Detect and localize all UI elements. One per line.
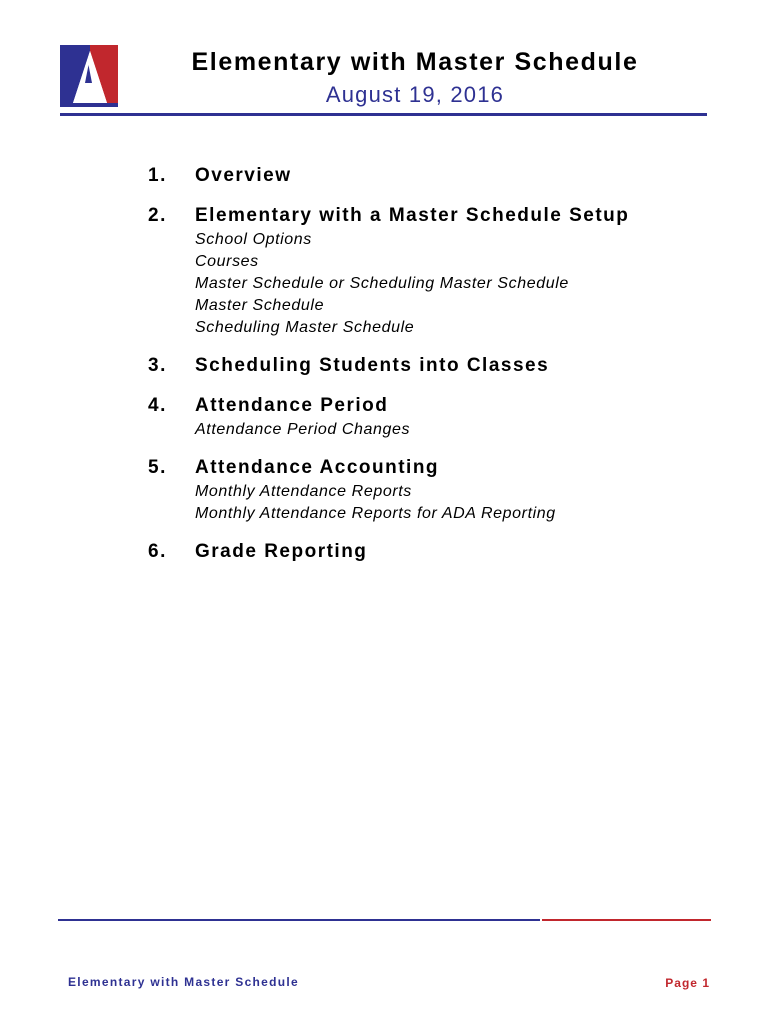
toc-section-4 [148,393,738,441]
toc-number: 3. [148,355,167,376]
toc-subitem: Courses [195,253,259,270]
toc-section-6 [148,539,738,565]
toc-title: Elementary with a Master Schedule Setup [195,205,630,226]
toc-heading [148,455,738,481]
table-of-contents [148,163,738,579]
toc-number: 1. [148,165,167,186]
toc-subitems [195,419,738,441]
toc-title: Attendance Accounting [195,457,440,478]
footer-document-title: Elementary with Master Schedule [68,975,300,989]
toc-number: 2. [148,205,167,226]
page-number: Page 1 [665,976,710,990]
document-title: Elementary with Master Schedule [191,48,639,76]
toc-heading [148,203,738,229]
toc-subitem: Master Schedule [195,297,325,314]
toc-subitem: School Options [195,231,312,248]
toc-number: 4. [148,395,167,416]
footer-divider-red [542,919,711,921]
toc-subitem: Monthly Attendance Reports [195,483,412,500]
toc-section-5 [148,455,738,525]
toc-subitems [195,229,738,339]
toc-subitem: Attendance Period Changes [195,421,411,438]
toc-heading [148,163,738,189]
toc-heading [148,393,738,419]
toc-heading [148,353,738,379]
toc-title: Grade Reporting [195,541,368,562]
toc-title: Scheduling Students into Classes [195,355,550,376]
toc-heading [148,539,738,565]
toc-subitem: Scheduling Master Schedule [195,319,415,336]
toc-subitem: Master Schedule or Scheduling Master Schedule [195,275,569,292]
toc-title: Attendance Period [195,395,389,416]
toc-section-1 [148,163,738,189]
aeries-a-logo-icon [60,45,120,107]
header-divider [60,113,707,116]
footer-divider-blue [58,919,540,921]
document-date: August 19, 2016 [325,82,505,107]
toc-number: 6. [148,541,167,562]
toc-section-2 [148,203,738,339]
toc-subitem: Monthly Attendance Reports for ADA Reporting [195,505,556,522]
toc-title: Overview [195,165,292,186]
toc-section-3 [148,353,738,379]
toc-number: 5. [148,457,167,478]
toc-subitems [195,481,738,525]
